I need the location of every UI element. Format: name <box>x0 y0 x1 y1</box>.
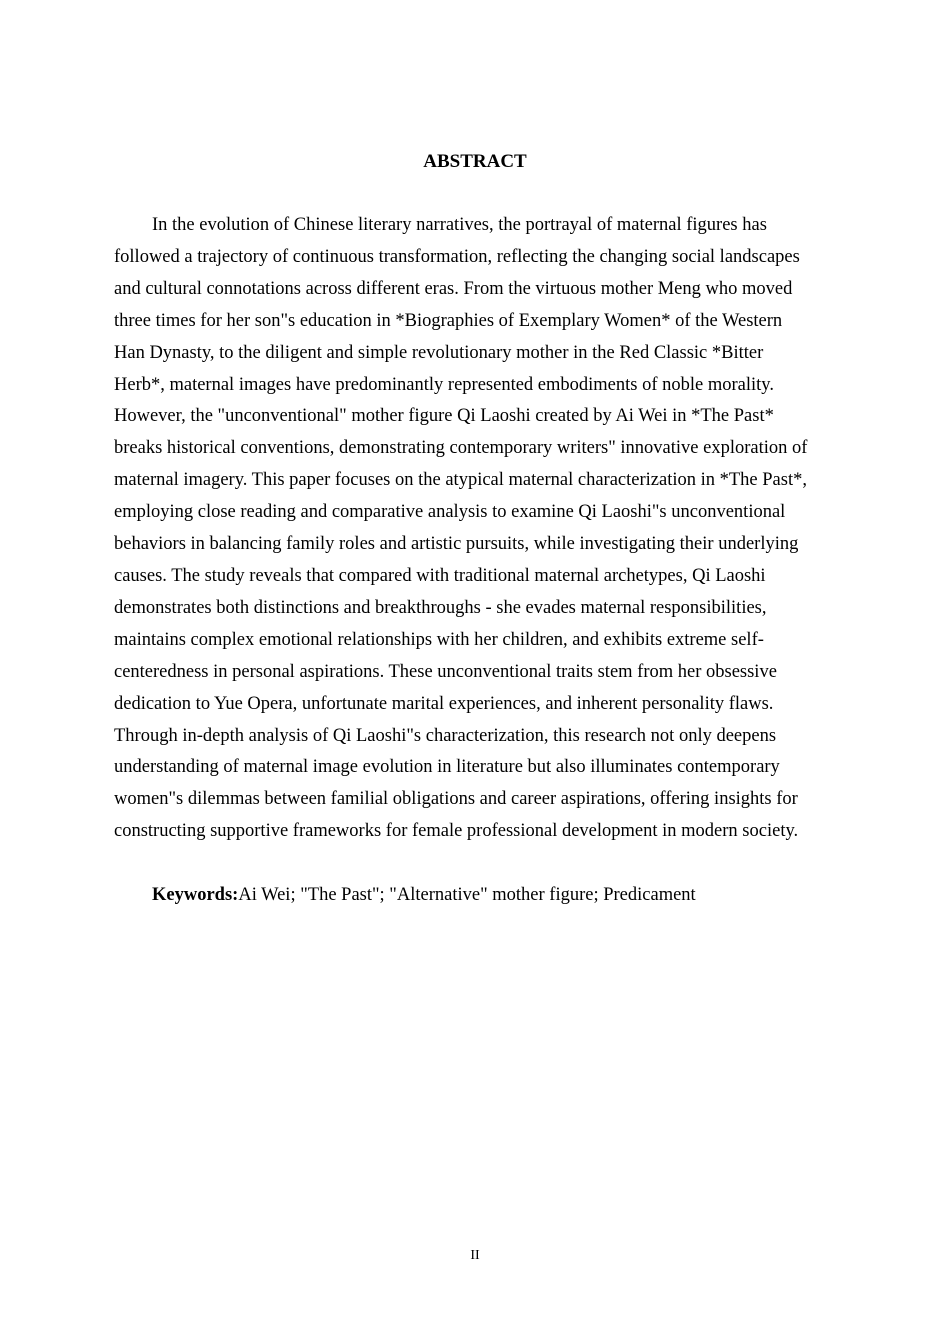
abstract-line: Through in-depth analysis of Qi Laoshi"s characterization, this research not only deepens <box>114 725 777 746</box>
abstract-line: demonstrates both distinctions and breakthroughs - she evades maternal responsibilities, <box>114 597 767 618</box>
abstract-line: behaviors in balancing family roles and artistic pursuits, while investigating their underlying <box>114 534 799 555</box>
keywords-text: Ai Wei; "The Past"; "Alternative" mother figure; Predicament <box>238 885 696 905</box>
abstract-line: dedication to Yue Opera, unfortunate marital experiences, and inherent personality flaws. <box>114 693 774 714</box>
abstract-line: Herb*, maternal images have predominantly represented embodiments of noble morality. <box>114 374 774 395</box>
keywords-label: Keywords: <box>152 885 239 905</box>
abstract-line: However, the "unconventional" mother figure Qi Laoshi created by Ai Wei in *The Past* <box>114 406 774 427</box>
abstract-line: and cultural connotations across different eras. From the virtuous mother Meng who moved <box>114 278 793 299</box>
keywords <box>152 880 696 912</box>
abstract-line: maintains complex emotional relationships with her children, and exhibits extreme self- <box>114 629 764 650</box>
abstract-title: ABSTRACT <box>423 151 527 172</box>
abstract-line: three times for her son"s education in *Biographies of Exemplary Women* of the Western <box>114 310 783 331</box>
abstract-line: centeredness in personal aspirations. These unconventional traits stem from her obsessive <box>114 661 777 682</box>
abstract-line: women"s dilemmas between familial obligations and career aspirations, offering insights for <box>114 789 798 810</box>
abstract-line: employing close reading and comparative analysis to examine Qi Laoshi"s unconventional <box>114 502 786 523</box>
abstract-line: understanding of maternal image evolution in literature but also illuminates contemporary <box>114 757 780 778</box>
abstract-line: Han Dynasty, to the diligent and simple revolutionary mother in the Red Classic *Bitter <box>114 342 764 363</box>
abstract-line: causes. The study reveals that compared with traditional maternal archetypes, Qi Laoshi <box>114 565 766 586</box>
abstract-line: breaks historical conventions, demonstrating contemporary writers" innovative exploration of <box>114 438 808 459</box>
abstract-paragraph <box>114 210 836 848</box>
abstract-line: In the evolution of Chinese literary narratives, the portrayal of maternal figures has <box>152 215 767 235</box>
abstract-line: maternal imagery. This paper focuses on the atypical maternal characterization in *The Past*, <box>114 470 807 491</box>
abstract-line: followed a trajectory of continuous transformation, reflecting the changing social landscapes <box>114 246 800 267</box>
page-number: II <box>470 1248 480 1263</box>
abstract-line: constructing supportive frameworks for female professional development in modern society. <box>114 821 799 842</box>
